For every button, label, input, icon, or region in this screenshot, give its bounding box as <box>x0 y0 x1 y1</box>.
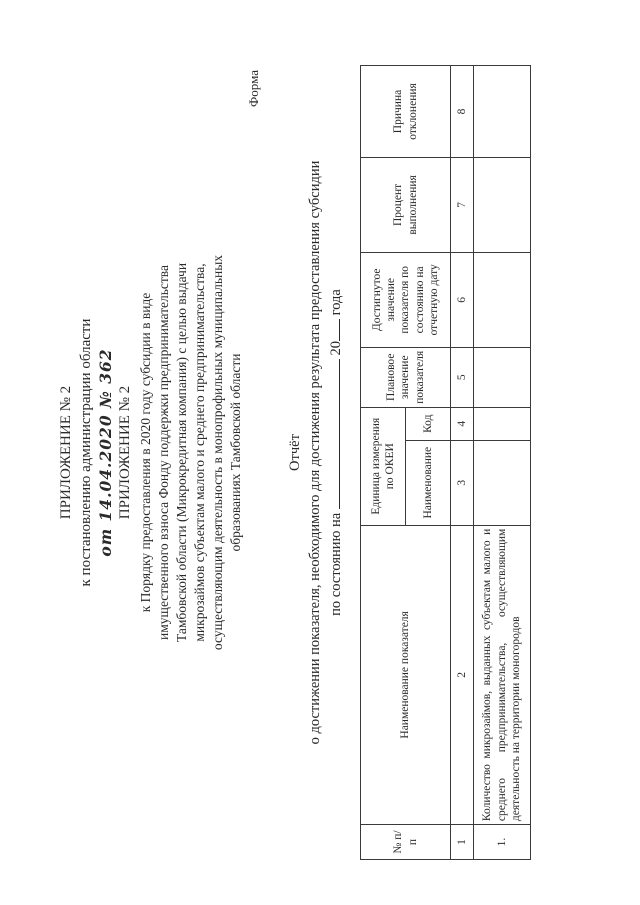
order-line: образованиях Тамбовской области <box>228 353 243 552</box>
header-unit-code: Код <box>406 407 451 440</box>
row-unit-name <box>474 440 531 525</box>
order-line: имущественного взноса Фонду поддержки предпринимательства <box>156 265 171 640</box>
column-number: 5 <box>451 347 474 407</box>
row-name: Количество микрозаймов, выданных субъектам малого и среднего предпринимательства, осуществляющим деятельность на территории моногородов <box>474 525 531 824</box>
report-title: Отчёт <box>287 434 303 471</box>
column-number: 2 <box>451 525 474 824</box>
header-reason: Причина отклонения <box>361 66 451 158</box>
year-blank <box>327 319 340 341</box>
column-number: 1 <box>451 825 474 860</box>
report-date-line <box>327 0 345 905</box>
appendix-title-2: ПРИЛОЖЕНИЕ № 2 <box>117 385 133 520</box>
header-name: Наименование показателя <box>361 525 451 824</box>
report-table <box>360 65 531 860</box>
date-blank <box>327 359 340 509</box>
table-header-row <box>361 66 406 860</box>
row-percent <box>474 157 531 252</box>
report-date-suffix: года <box>328 289 344 316</box>
header-planned: Плановое значение показателя <box>361 347 451 407</box>
order-line: микрозаймов субъектам малого и среднего предпринимательства, <box>192 263 207 642</box>
column-number: 7 <box>451 157 474 252</box>
order-line: к Порядку предоставления в 2020 году субсидии в виде <box>138 292 153 613</box>
row-reason <box>474 66 531 158</box>
column-number: 4 <box>451 407 474 440</box>
report-date-year: 20 <box>328 341 344 356</box>
header-achieved: Достигнутое значение показателя по состоянию на отчетную дату <box>361 252 451 347</box>
header-percent: Процент выполнения <box>361 157 451 252</box>
column-number: 3 <box>451 440 474 525</box>
column-number: 8 <box>451 66 474 158</box>
header-num: № п/п <box>361 825 451 860</box>
appendix-decree: к постановлению администрации области <box>78 318 94 587</box>
column-number: 6 <box>451 252 474 347</box>
handwritten-signature-date: от 14.04.2020 № 362 <box>96 348 115 557</box>
column-number-row <box>451 66 474 860</box>
order-line: осуществляющим деятельность в монопрофильных муниципальных <box>210 254 225 651</box>
header-unit-name: Наименование <box>406 440 451 525</box>
report-date-prefix: по состоянию на <box>328 512 344 616</box>
form-label: Форма <box>246 70 261 107</box>
row-num: 1. <box>474 825 531 860</box>
row-unit-code <box>474 407 531 440</box>
report-subtitle: о достижении показателя, необходимого для достижения результата предоставления субсидии <box>307 160 323 745</box>
row-planned <box>474 347 531 407</box>
row-achieved <box>474 252 531 347</box>
appendix-title: ПРИЛОЖЕНИЕ № 2 <box>58 385 74 520</box>
table-row <box>474 66 531 860</box>
header-unit: Единица измерения по ОКЕИ <box>361 407 406 525</box>
order-line: Тамбовской области (Микрокредитная компания) с целью выдачи <box>174 262 189 643</box>
